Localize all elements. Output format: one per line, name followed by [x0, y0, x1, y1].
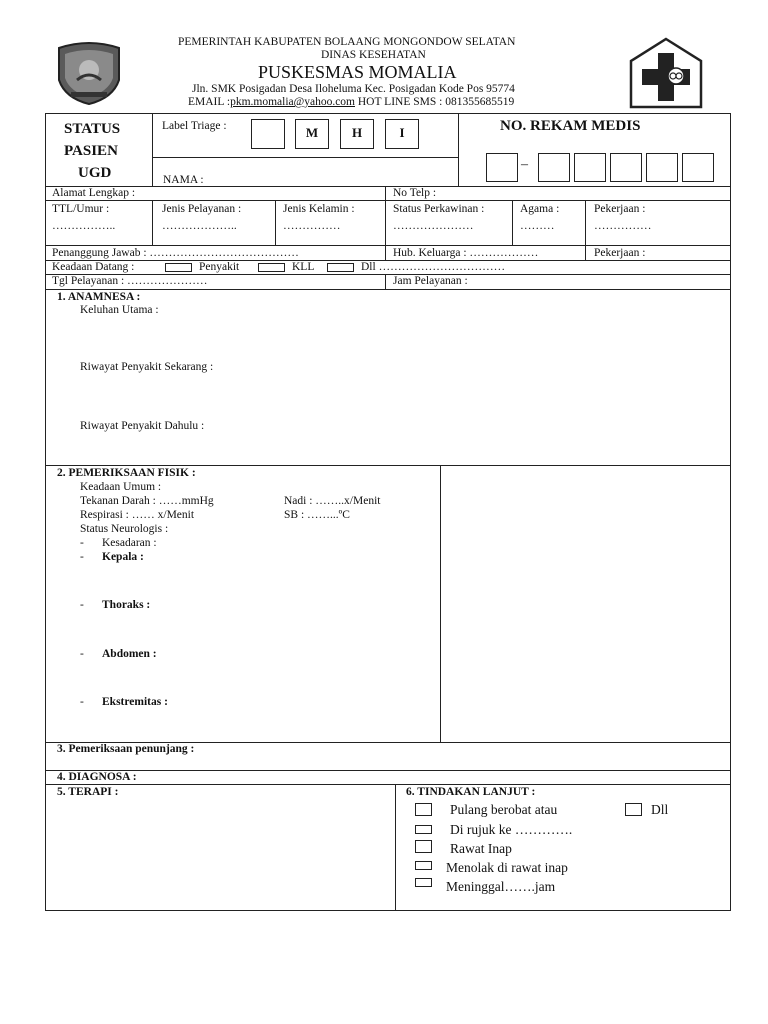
- tekanan-darah: Tekanan Darah : ……mmHg: [80, 495, 214, 507]
- status-line1: STATUS: [64, 121, 121, 137]
- rujuk-checkbox[interactable]: [415, 825, 432, 834]
- header-title: PUSKESMAS MOMALIA: [258, 62, 457, 82]
- penyakit-label: Penyakit: [199, 261, 240, 273]
- header-address: Jln. SMK Posigadan Desa Iloheluma Kec. Posigadan Kode Pos 95774: [192, 83, 515, 95]
- triage-box-h[interactable]: H: [340, 119, 374, 149]
- alamat-label: Alamat Lengkap :: [52, 187, 136, 199]
- bullet-abdomen: -: [80, 648, 84, 660]
- ttl-label: TTL/Umur :: [52, 203, 110, 215]
- kepala: Kepala :: [102, 551, 144, 563]
- rekam-box-2[interactable]: [538, 153, 570, 182]
- tindakan-title: 6. TINDAKAN LANJUT :: [406, 786, 536, 798]
- jenis-pelayanan-label: Jenis Pelayanan :: [162, 203, 242, 215]
- rekam-medis-title: NO. REKAM MEDIS: [500, 118, 641, 134]
- status-neurologis: Status Neurologis :: [80, 523, 169, 535]
- nadi: Nadi : ……..x/Menit: [284, 495, 381, 507]
- rekam-box-6[interactable]: [682, 153, 714, 182]
- penyakit-checkbox[interactable]: [165, 263, 192, 272]
- bullet-thoraks: -: [80, 599, 84, 611]
- bullet-ekstremitas: -: [80, 696, 84, 708]
- rekam-box-3[interactable]: [574, 153, 606, 182]
- keadaan-datang-label: Keadaan Datang :: [52, 261, 135, 273]
- kll-label: KLL: [292, 261, 315, 273]
- dll-tindakan-checkbox[interactable]: [625, 803, 642, 816]
- rawat-checkbox[interactable]: [415, 840, 432, 853]
- keadaan-umum: Keadaan Umum :: [80, 481, 162, 493]
- telp-label: No Telp :: [393, 187, 437, 199]
- menolak-label: Menolak di rawat inap: [446, 860, 568, 875]
- dll-tindakan-label: Dll: [651, 802, 669, 817]
- header-contact: [188, 96, 514, 109]
- ekstremitas: Ekstremitas :: [102, 696, 168, 708]
- triage-box-m[interactable]: M: [295, 119, 329, 149]
- jenis-pelayanan-dots: ………………..: [162, 220, 237, 232]
- abdomen: Abdomen :: [102, 648, 157, 660]
- jam-pelayanan: Jam Pelayanan :: [393, 275, 468, 287]
- dll-checkbox[interactable]: [327, 263, 354, 272]
- keluhan-utama: Keluhan Utama :: [80, 304, 159, 316]
- kesadaran: Kesadaran :: [102, 537, 157, 549]
- nama-label: NAMA :: [163, 174, 204, 186]
- label-triage: Label Triage :: [162, 120, 227, 132]
- rujuk-label: Di rujuk ke ………….: [450, 822, 573, 837]
- rekam-dash: –: [521, 157, 528, 172]
- status-line3: UGD: [78, 165, 112, 181]
- rekam-box-5[interactable]: [646, 153, 678, 182]
- jenis-kelamin-label: Jenis Kelamin :: [283, 203, 355, 215]
- bullet-kesadaran: -: [80, 537, 84, 549]
- ttl-dots: ……………..: [52, 220, 116, 232]
- status-perkawinan-label: Status Perkawinan :: [393, 203, 485, 215]
- pulang-checkbox[interactable]: [415, 803, 432, 816]
- diagnosa-title: 4. DIAGNOSA :: [57, 771, 137, 783]
- suhu-badan: SB : ……...ºC: [284, 509, 350, 521]
- rekam-box-1[interactable]: [486, 153, 518, 182]
- hotline: HOT LINE SMS : 081355685519: [357, 96, 515, 108]
- rekam-box-4[interactable]: [610, 153, 642, 182]
- district-logo: [55, 40, 123, 106]
- dll-label: Dll ……………………………: [361, 261, 506, 273]
- pekerjaan2-label: Pekerjaan :: [594, 247, 646, 259]
- triage-box-i[interactable]: I: [385, 119, 419, 149]
- status-line2: PASIEN: [64, 143, 118, 159]
- anamnesa-title: 1. ANAMNESA :: [57, 291, 141, 303]
- health-cross-logo-icon: [628, 37, 704, 109]
- agama-dots: ………: [520, 220, 555, 232]
- email-link[interactable]: pkm.momalia@yahoo.com: [230, 96, 355, 108]
- hub-keluarga: Hub. Keluarga : ………………: [393, 247, 539, 259]
- status-perkawinan-dots: …………………: [393, 220, 474, 232]
- tgl-pelayanan: Tgl Pelayanan : …………………: [52, 275, 208, 287]
- agama-label: Agama :: [520, 203, 560, 215]
- riwayat-dahulu: Riwayat Penyakit Dahulu :: [80, 420, 205, 432]
- riwayat-sekarang: Riwayat Penyakit Sekarang :: [80, 361, 214, 373]
- shield-logo-icon: [55, 40, 123, 106]
- bullet-kepala: -: [80, 551, 84, 563]
- email-label: EMAIL :: [188, 96, 231, 108]
- pekerjaan-label: Pekerjaan :: [594, 203, 646, 215]
- terapi-title: 5. TERAPI :: [57, 786, 119, 798]
- fisik-title: 2. PEMERIKSAAN FISIK :: [57, 467, 196, 479]
- rawat-label: Rawat Inap: [450, 841, 512, 856]
- puskesmas-logo: [628, 37, 704, 109]
- triage-box-blank[interactable]: [251, 119, 285, 149]
- kll-checkbox[interactable]: [258, 263, 285, 272]
- penunjang-title: 3. Pemeriksaan penunjang :: [57, 743, 195, 755]
- header-line1: PEMERINTAH KABUPATEN BOLAANG MONGONDOW SELATAN: [178, 36, 516, 48]
- thoraks: Thoraks :: [102, 599, 151, 611]
- meninggal-label: Meninggal…….jam: [446, 879, 556, 894]
- header-line2: DINAS KESEHATAN: [321, 49, 426, 61]
- respirasi: Respirasi : …… x/Menit: [80, 509, 195, 521]
- menolak-checkbox[interactable]: [415, 861, 432, 870]
- penanggung-jawab: Penanggung Jawab : …………………………………: [52, 247, 299, 259]
- meninggal-checkbox[interactable]: [415, 878, 432, 887]
- pulang-label: Pulang berobat atau: [450, 802, 558, 817]
- jenis-kelamin-dots: ……………: [283, 220, 341, 232]
- pekerjaan-dots: ……………: [594, 220, 652, 232]
